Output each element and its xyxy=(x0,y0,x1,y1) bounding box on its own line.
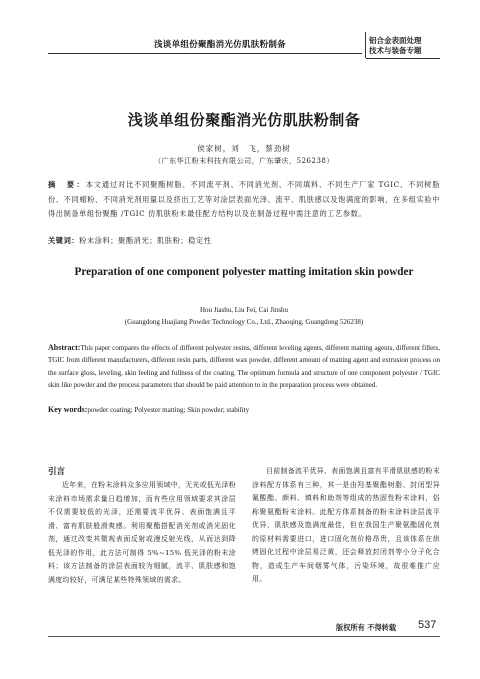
header-divider xyxy=(365,32,366,58)
page-number: 537 xyxy=(418,619,437,631)
journal-line-1: 铝合金表面处理 xyxy=(369,36,422,45)
body-column-right xyxy=(252,465,440,587)
journal-section-label xyxy=(369,36,439,56)
paper-title-en: Preparation of one component polyester matting imitation skin powder xyxy=(74,266,414,278)
abstract-en xyxy=(48,342,440,392)
abstract-text-cn: 本文通过对比不同聚酯树脂、不同流平剂、不同消光剂、不同填料、不同生产厂家 TGIC、不同树脂份、不同蜡粉、不同消光剂用量以及挤出工艺等对涂层表面光泽、流平、肌肤感以及饱满度的影响，在多组实验中得出制备单组份聚酯 /TGIC 仿肌肤粉末最佳配方结构以及在制备过程中需注意的工艺参数。 xyxy=(48,180,440,218)
abstract-label-cn: 摘 要： xyxy=(48,180,86,189)
authors-en: Hou Jiashu, Liu Fei, Cai Jinshu xyxy=(199,306,289,314)
affiliation-cn: （广东华江粉末科技有限公司，广东肇庆，526238） xyxy=(154,157,334,165)
authors-cn: 侯家树，刘 飞，蔡劲树 xyxy=(197,144,291,153)
section-title-introduction: 引言 xyxy=(48,467,66,477)
abstract-label-en: Abstract: xyxy=(48,343,81,352)
keywords-label-en: Key words: xyxy=(48,405,88,414)
keywords-label-cn: 关键词： xyxy=(48,236,80,245)
abstract-text-en: This paper compares the effects of different polyester resins, different leveling agents, different matting agents, different fillers, TGIC from different manufacturers, different resin parts, different wax powder, different amount of matting agent and extrusion process on the surface gloss, leveling, skin feeling and fullness of the coating. The optimum formula and structure of one component polyester / TGIC skin like powder and the process parameters that should be paid attention to in the preparation process were obtained. xyxy=(48,344,440,390)
copyright-notice: 版权所有 不得转载 xyxy=(336,623,397,632)
paper-title-cn: 浅谈单组份聚酯消光仿肌肤粉制备 xyxy=(127,111,361,129)
paragraph: 近年来，在粉末涂料众多应用领域中，无光或低光泽粉末涂料市场需求量日趋增加，而有些应用领域要求其涂层不仅需要较低的光泽，还需要流平优异、表面饱满且平滑、富有肌肤般滑爽感。利用聚酯搭配消光剂或消光固化剂，通过改变其微观表面反射或漫反射光线，从而达到降低光泽的作用，此方法可制得 5%~15% 低光泽的粉末涂料；该方法制备的涂层表面较为细腻，流平、肌肤感和饱满度均较好，可满足某些特殊领域的需求。 xyxy=(48,481,236,584)
journal-line-2: 技术与装备专题 xyxy=(369,46,422,55)
footer-rule xyxy=(48,636,440,637)
keywords-text-cn: 粉末涂料；聚酯消光；肌肤粉；稳定性 xyxy=(79,236,212,245)
header-rule-right xyxy=(366,58,440,59)
keywords-cn xyxy=(48,236,440,246)
body-column-left xyxy=(48,479,236,587)
paragraph: 目前制备流平优异、表面饱满且富有平滑肌肤感的粉末涂料配方体系有三种，其一是由羟基聚酯树脂、封闭型异氰酸酯、颜料、填料和助剂等组成的热固性粉末涂料，俗称聚氨酯粉末涂料。此配方体系制备的粉末涂料涂层流平优异，肌肤感及饱满度最佳，但在我国生产聚氨酯固化剂的原材料需要进口，进口固化剂价格昂贵，且该体系在烘烤固化过程中涂层易泛黄，还会释放封闭剂等小分子化合物，造成生产车间烟雾气体，污染环境，故很难推广应用。 xyxy=(252,467,440,583)
keywords-text-en: powder coating; Polyester matting; Skin powder; stability xyxy=(87,406,250,414)
keywords-en xyxy=(48,405,440,414)
header-rule xyxy=(48,53,362,54)
affiliation-en: (Guangdong Huajiang Powder Technology Co., Ltd., Zhaoqing, Guangdong 526238) xyxy=(124,318,364,326)
running-title: 浅谈单组份聚酯消光仿肌肤粉制备 xyxy=(153,40,286,50)
abstract-cn xyxy=(48,178,440,222)
